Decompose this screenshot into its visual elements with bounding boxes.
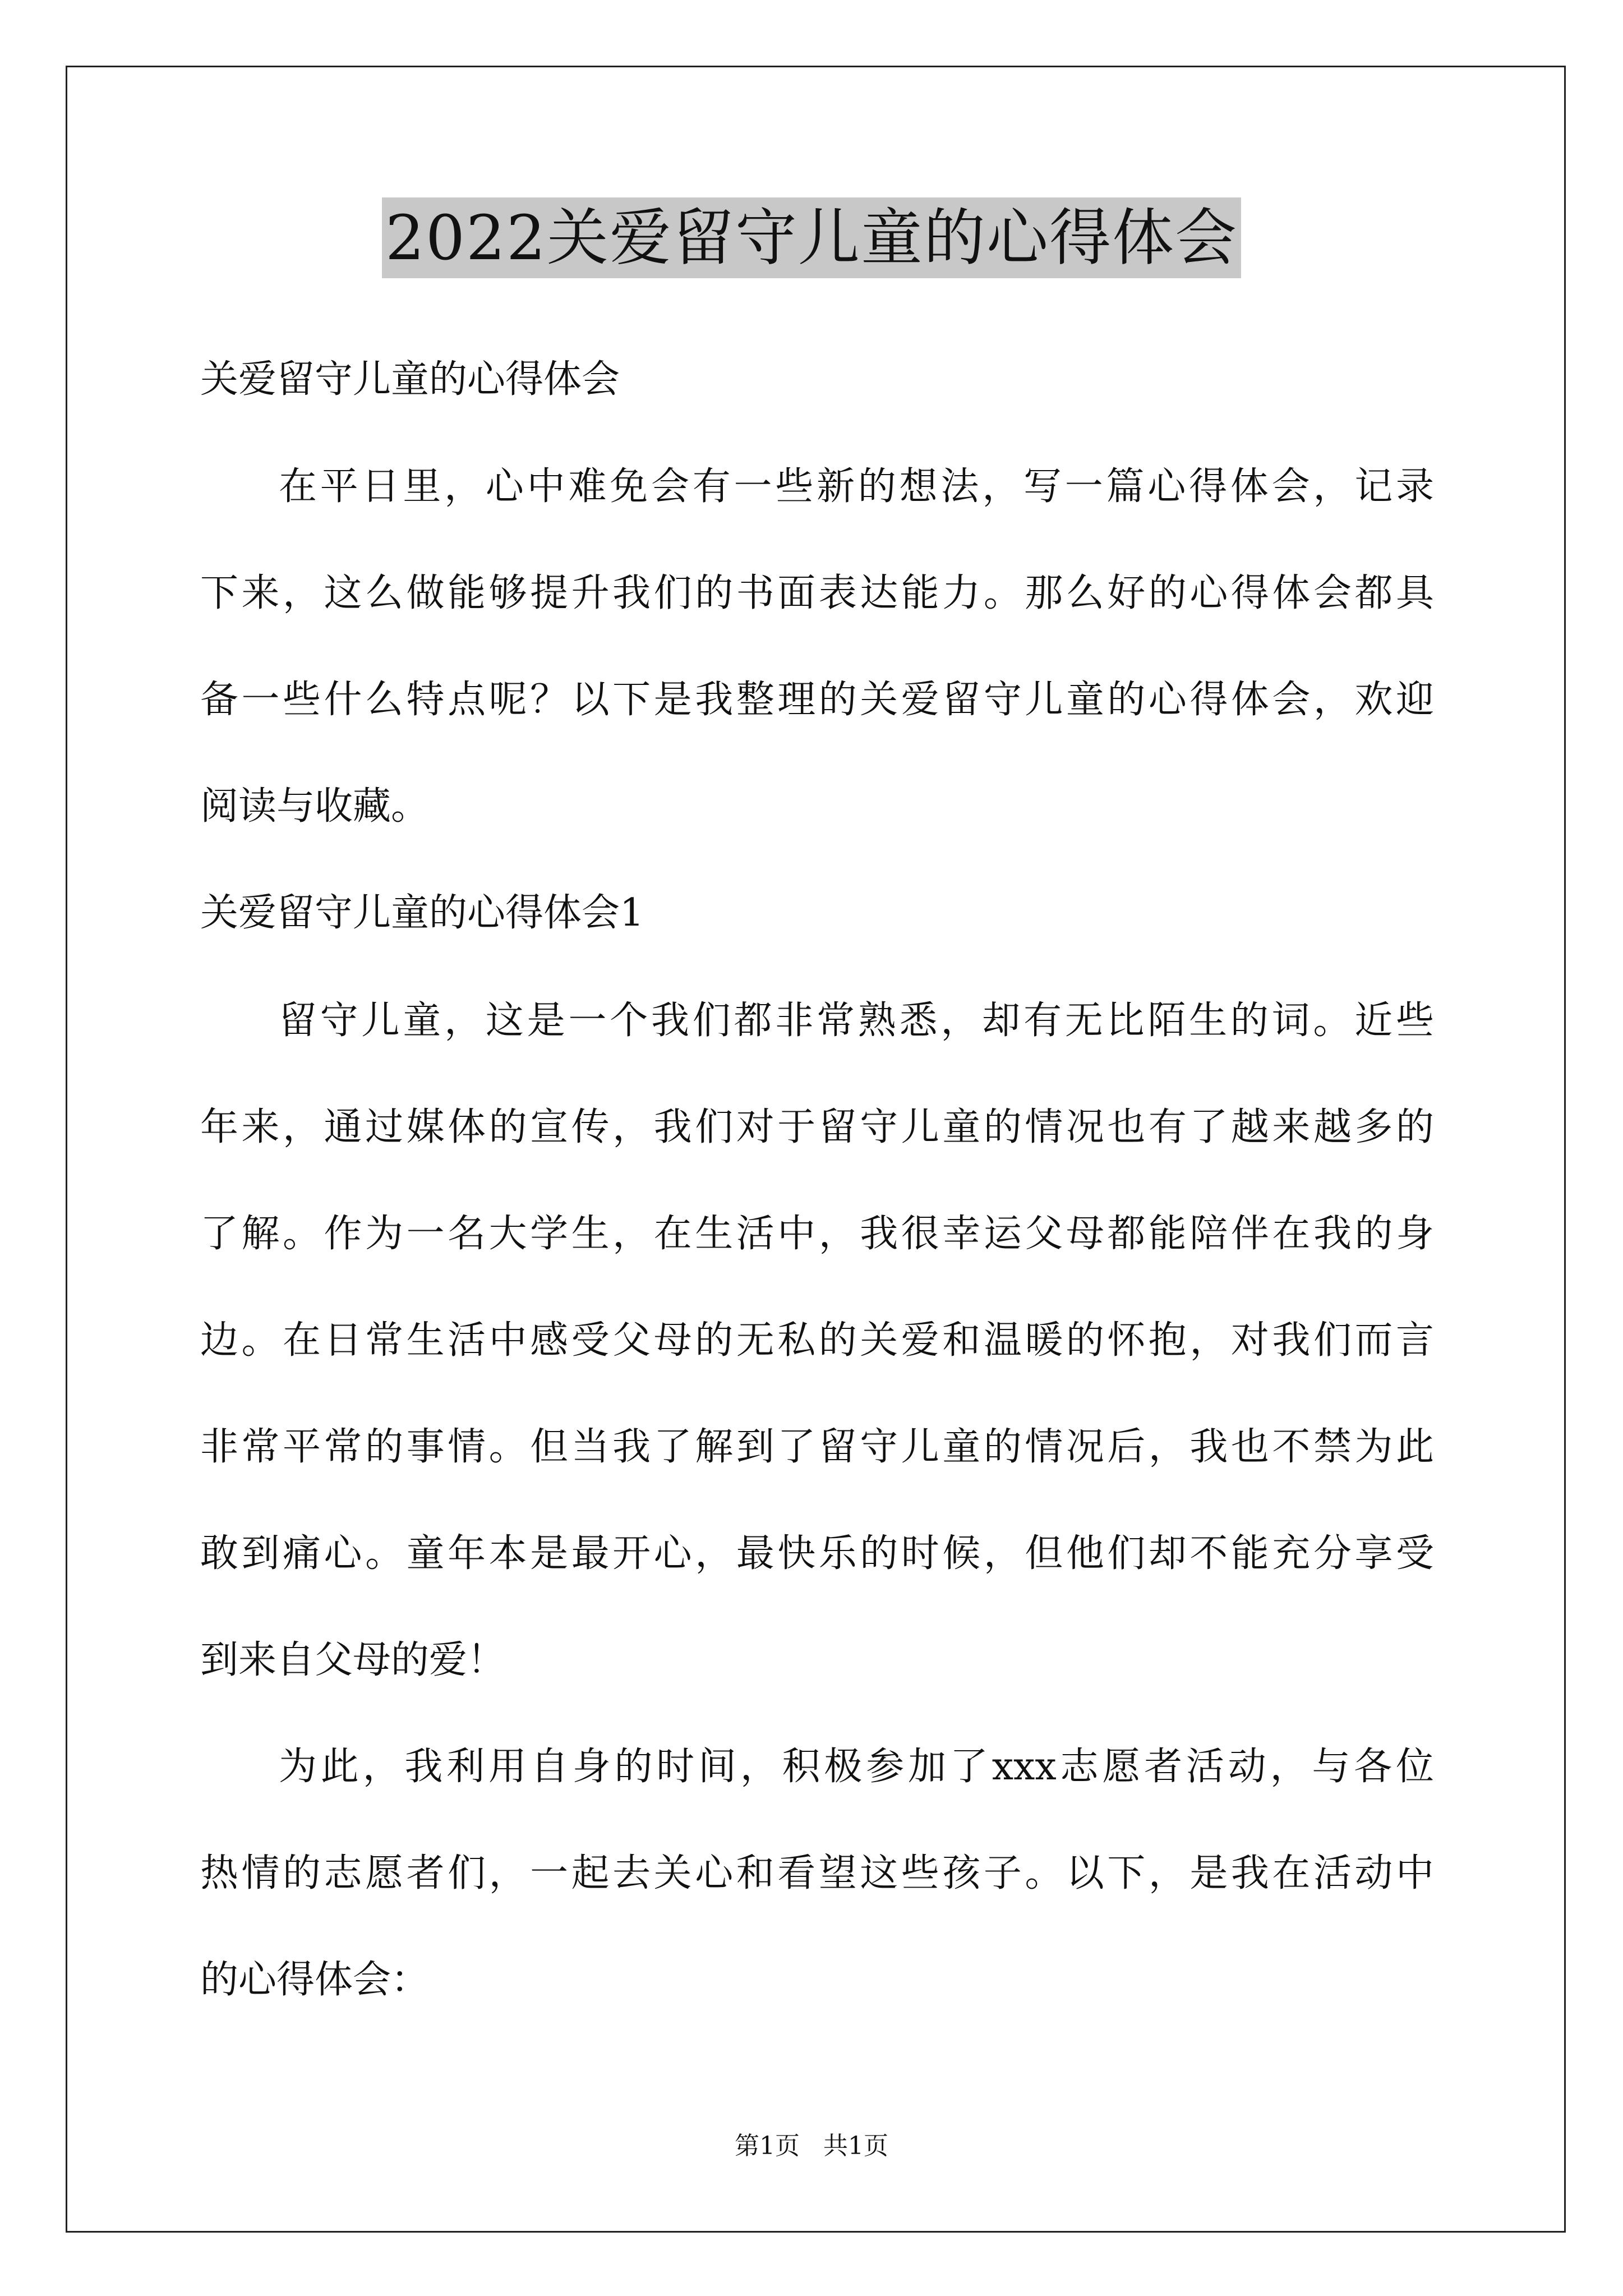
title-container	[0, 197, 1623, 278]
intro-line: 下来，这么做能够提升我们的书面表达能力。那么好的心得体会都具	[200, 571, 1434, 615]
paragraph-line: 为此，我利用自身的时间，积极参加了xxx志愿者活动，与各位	[279, 1745, 1434, 1789]
paragraph-line: 边。在日常生活中感受父母的无私的关爱和温暖的怀抱，对我们而言	[200, 1318, 1434, 1363]
subtitle: 关爱留守儿童的心得体会	[200, 357, 620, 402]
intro-line: 在平日里，心中难免会有一些新的想法，写一篇心得体会，记录	[279, 464, 1434, 509]
page-footer: 第1页 共1页	[735, 2132, 888, 2160]
paragraph-line: 留守儿童，这是一个我们都非常熟悉，却有无比陌生的词。近些	[279, 999, 1434, 1043]
intro-line: 阅读与收藏。	[200, 784, 430, 829]
paragraph-line: 年来，通过媒体的宣传，我们对于留守儿童的情况也有了越来越多的	[200, 1105, 1434, 1149]
section-heading: 关爱留守儿童的心得体会1	[200, 891, 644, 935]
paragraph-line: 到来自父母的爱！	[200, 1638, 506, 1682]
paragraph-line: 敢到痛心。童年本是最开心，最快乐的时候，但他们却不能充分享受	[200, 1531, 1434, 1576]
intro-line: 备一些什么特点呢？以下是我整理的关爱留守儿童的心得体会，欢迎	[200, 678, 1434, 722]
document-title: 2022关爱留守儿童的心得体会	[382, 197, 1241, 278]
paragraph-line: 热情的志愿者们，一起去关心和看望这些孩子。以下，是我在活动中	[200, 1851, 1434, 1895]
paragraph-line: 非常平常的事情。但当我了解到了留守儿童的情况后，我也不禁为此	[200, 1425, 1434, 1469]
paragraph-line: 了解。作为一名大学生，在生活中，我很幸运父母都能陪伴在我的身	[200, 1212, 1434, 1256]
paragraph-line: 的心得体会：	[200, 1958, 430, 2002]
